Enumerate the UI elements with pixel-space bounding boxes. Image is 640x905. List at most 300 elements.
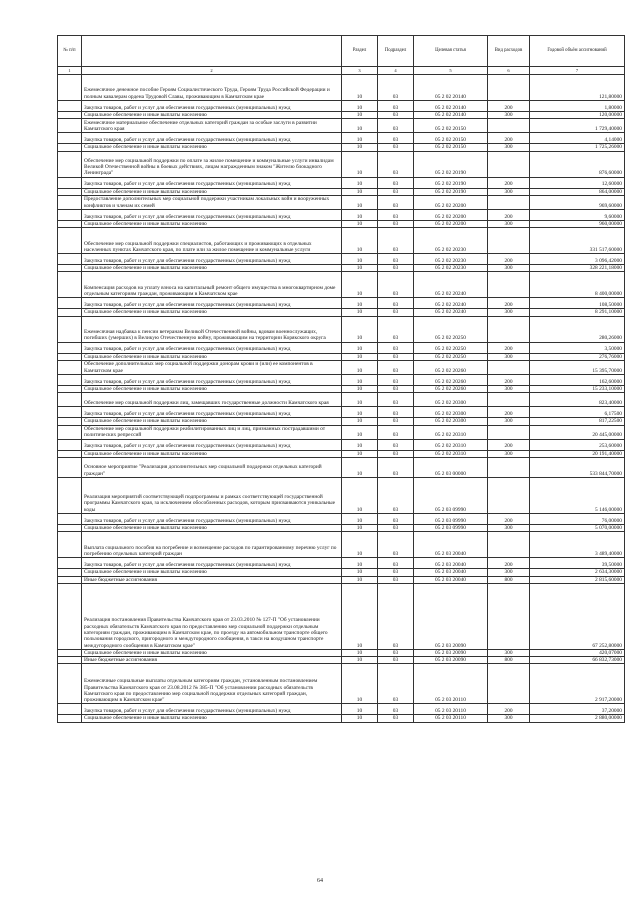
- row-name: Обеспечение мер социальной поддержки по оплате за жилое помещение и коммунальные услуги инвалидам Великой Отечественной войны в боевых действиях, лицам награжденным знаком "Жителю блокадного Ленинграда": [82, 151, 342, 177]
- row-razdel: 10: [342, 649, 378, 656]
- table-row: [58, 715, 625, 722]
- row-podrazdel: 03: [378, 457, 414, 477]
- row-number: [58, 220, 82, 227]
- row-expense-type: 300: [488, 353, 530, 360]
- row-name: Ежемесячные социальные выплаты отдельным категориям граждан, установленным постановлением Правительства Камчатского края от 23.08.2012 № 385-П "Об установлении расходных обязательств Камчатского края по предоставлению мер социальной поддержки отдельных категорий граждан, проживающим в Камчатском крае": [82, 664, 342, 704]
- row-expense-type: 800: [488, 657, 530, 664]
- row-name: Закупка товаров, работ и услуг для обеспечения государственных (муниципальных) нужд: [82, 177, 342, 188]
- row-amount: 2 880,00000: [530, 715, 625, 722]
- row-podrazdel: 03: [378, 342, 414, 353]
- table-row: [58, 144, 625, 151]
- row-razdel: 10: [342, 342, 378, 353]
- row-podrazdel: 03: [378, 477, 414, 513]
- row-number: [58, 375, 82, 386]
- table-row: [58, 75, 625, 101]
- row-razdel: 10: [342, 309, 378, 316]
- row-razdel: 10: [342, 151, 378, 177]
- row-target-article: 05 2 02 20240: [414, 272, 488, 298]
- row-podrazdel: 03: [378, 220, 414, 227]
- row-razdel: 10: [342, 101, 378, 112]
- table-row: [58, 569, 625, 576]
- row-number: [58, 715, 82, 722]
- row-razdel: 10: [342, 119, 378, 133]
- row-number: [58, 75, 82, 101]
- row-podrazdel: 03: [378, 715, 414, 722]
- row-target-article: 05 2 03 20090: [414, 649, 488, 656]
- row-target-article: 05 2 02 20250: [414, 316, 488, 342]
- row-amount: 328 221,18000: [530, 265, 625, 272]
- row-expense-type: 300: [488, 524, 530, 531]
- row-amount: 960,00000: [530, 220, 625, 227]
- row-target-article: 05 2 02 20250: [414, 353, 488, 360]
- row-razdel: 10: [342, 477, 378, 513]
- row-amount: 280,26000: [530, 316, 625, 342]
- column-numbers-row: [58, 67, 625, 75]
- row-podrazdel: 03: [378, 513, 414, 524]
- table-row: [58, 425, 625, 439]
- row-amount: 420,07000: [530, 649, 625, 656]
- row-razdel: 10: [342, 393, 378, 407]
- row-amount: 969,60000: [530, 195, 625, 209]
- row-number: [58, 188, 82, 195]
- row-razdel: 10: [342, 513, 378, 524]
- row-amount: 8 400,00000: [530, 272, 625, 298]
- table-row: [58, 228, 625, 254]
- row-name: Закупка товаров, работ и услуг для обеспечения государственных (муниципальных) нужд: [82, 133, 342, 144]
- row-podrazdel: 03: [378, 407, 414, 418]
- row-podrazdel: 03: [378, 704, 414, 715]
- row-target-article: 05 2 02 20150: [414, 133, 488, 144]
- row-name: Социальное обеспечение и иные выплаты населению: [82, 144, 342, 151]
- table-row: [58, 418, 625, 425]
- row-target-article: 05 2 02 20310: [414, 425, 488, 439]
- table-header-row: [58, 36, 625, 67]
- row-razdel: 10: [342, 144, 378, 151]
- row-expense-type: 200: [488, 101, 530, 112]
- row-name: Закупка товаров, работ и услуг для обеспечения государственных (муниципальных) нужд: [82, 209, 342, 220]
- row-amount: 3,50000: [530, 342, 625, 353]
- row-expense-type: 300: [488, 188, 530, 195]
- row-razdel: 10: [342, 425, 378, 439]
- row-expense-type: [488, 195, 530, 209]
- table-row: [58, 265, 625, 272]
- row-target-article: 05 2 02 20250: [414, 342, 488, 353]
- row-name: Основное мероприятие "Реализация дополнительных мер социальной поддержки отдельных категорий граждан": [82, 457, 342, 477]
- row-expense-type: [488, 425, 530, 439]
- row-razdel: 10: [342, 298, 378, 309]
- row-razdel: 10: [342, 195, 378, 209]
- row-razdel: 10: [342, 576, 378, 583]
- row-expense-type: 200: [488, 298, 530, 309]
- row-target-article: 05 2 03 20040: [414, 569, 488, 576]
- row-name: Социальное обеспечение и иные выплаты населению: [82, 386, 342, 393]
- row-expense-type: 200: [488, 439, 530, 450]
- row-razdel: 10: [342, 657, 378, 664]
- column-number: 7: [530, 67, 625, 75]
- row-name: Ежемесячное материальное обеспечение отдельных категорий граждан за особые заслуги в развитии Камчатского края: [82, 119, 342, 133]
- row-amount: 3 489,40000: [530, 532, 625, 558]
- row-name: Закупка товаров, работ и услуг для обеспечения государственных (муниципальных) нужд: [82, 254, 342, 265]
- row-target-article: 05 2 03 20110: [414, 715, 488, 722]
- row-expense-type: [488, 119, 530, 133]
- row-podrazdel: 03: [378, 309, 414, 316]
- row-razdel: 10: [342, 407, 378, 418]
- row-podrazdel: 03: [378, 188, 414, 195]
- row-target-article: 05 2 02 20150: [414, 144, 488, 151]
- row-target-article: 05 2 02 20140: [414, 101, 488, 112]
- row-number: [58, 569, 82, 576]
- row-podrazdel: 03: [378, 576, 414, 583]
- row-target-article: 05 2 02 20260: [414, 375, 488, 386]
- row-razdel: 10: [342, 457, 378, 477]
- row-expense-type: 300: [488, 112, 530, 119]
- table-row: [58, 361, 625, 375]
- row-podrazdel: 03: [378, 558, 414, 569]
- row-expense-type: 300: [488, 309, 530, 316]
- row-amount: 876,60000: [530, 151, 625, 177]
- table-row: [58, 524, 625, 531]
- table-body: [58, 75, 625, 723]
- column-number: 1: [58, 67, 82, 75]
- row-name: Компенсация расходов на уплату взноса на капитальный ремонт общего имущества в многоквартирном доме отдельным категориям граждан, проживающим в Камчатском крае: [82, 272, 342, 298]
- row-podrazdel: 03: [378, 75, 414, 101]
- column-number: 2: [82, 67, 342, 75]
- row-target-article: 05 2 02 20300: [414, 418, 488, 425]
- row-number: [58, 704, 82, 715]
- row-number: [58, 361, 82, 375]
- row-target-article: 05 2 02 20240: [414, 309, 488, 316]
- row-name: Обеспечение дополнительных мер социальной поддержки донорам крови и (или) ее компонентов в Камчатском крае: [82, 361, 342, 375]
- row-razdel: 10: [342, 715, 378, 722]
- row-target-article: 05 2 03 09990: [414, 477, 488, 513]
- row-amount: 1 729,40000: [530, 119, 625, 133]
- row-expense-type: [488, 664, 530, 704]
- row-amount: 8 291,10000: [530, 309, 625, 316]
- row-podrazdel: 03: [378, 195, 414, 209]
- row-name: Социальное обеспечение и иные выплаты населению: [82, 649, 342, 656]
- row-podrazdel: 03: [378, 649, 414, 656]
- table-row: [58, 177, 625, 188]
- row-number: [58, 151, 82, 177]
- table-row: [58, 353, 625, 360]
- table-row: [58, 477, 625, 513]
- row-name: Закупка товаров, работ и услуг для обеспечения государственных (муниципальных) нужд: [82, 342, 342, 353]
- row-number: [58, 195, 82, 209]
- row-target-article: 05 2 03 20040: [414, 576, 488, 583]
- row-expense-type: [488, 75, 530, 101]
- row-name: Закупка товаров, работ и услуг для обеспечения государственных (муниципальных) нужд: [82, 439, 342, 450]
- row-razdel: 10: [342, 254, 378, 265]
- table-row: [58, 649, 625, 656]
- table-row: [58, 151, 625, 177]
- row-expense-type: 200: [488, 254, 530, 265]
- table-row: [58, 513, 625, 524]
- row-number: [58, 254, 82, 265]
- row-razdel: 10: [342, 220, 378, 227]
- row-expense-type: 200: [488, 209, 530, 220]
- row-expense-type: 200: [488, 342, 530, 353]
- row-target-article: 05 2 03 09990: [414, 513, 488, 524]
- row-razdel: 10: [342, 272, 378, 298]
- row-podrazdel: 03: [378, 151, 414, 177]
- column-number: 4: [378, 67, 414, 75]
- row-name: Социальное обеспечение и иные выплаты населению: [82, 265, 342, 272]
- row-target-article: 05 2 03 20040: [414, 558, 488, 569]
- row-amount: 76,00000: [530, 513, 625, 524]
- row-razdel: 10: [342, 532, 378, 558]
- row-expense-type: [488, 361, 530, 375]
- row-podrazdel: 03: [378, 177, 414, 188]
- row-target-article: 05 2 02 20230: [414, 254, 488, 265]
- table-row: [58, 101, 625, 112]
- row-number: [58, 457, 82, 477]
- table-row: [58, 532, 625, 558]
- row-amount: 12,60000: [530, 177, 625, 188]
- table-row: [58, 657, 625, 664]
- row-podrazdel: 03: [378, 524, 414, 531]
- row-target-article: 05 2 02 20190: [414, 177, 488, 188]
- row-expense-type: [488, 532, 530, 558]
- row-number: [58, 177, 82, 188]
- row-number: [58, 407, 82, 418]
- row-number: [58, 649, 82, 656]
- row-name: Реализация постановления Правительства Камчатского края от 23.03.2010 № 127-П "Об установлении расходных обязательств Камчатского края по предоставлению мер социальной поддержки отдельным категориям граждан, проживающим в Камчатском крае, по проезду на автомобильном транспорте общего пользования городского, пригородного и междугородного сообщения, в такси на воздушном транспорте междугородного сообщения в Камчатском крае": [82, 583, 342, 649]
- row-expense-type: 300: [488, 265, 530, 272]
- row-amount: 9,60000: [530, 209, 625, 220]
- row-name: Социальное обеспечение и иные выплаты населению: [82, 524, 342, 531]
- row-number: [58, 309, 82, 316]
- row-number: [58, 298, 82, 309]
- row-number: [58, 558, 82, 569]
- row-number: [58, 144, 82, 151]
- row-expense-type: [488, 316, 530, 342]
- row-amount: 253,60000: [530, 439, 625, 450]
- row-expense-type: [488, 477, 530, 513]
- row-amount: 20 445,00000: [530, 425, 625, 439]
- header-razdel: Раздел: [342, 36, 378, 67]
- row-podrazdel: 03: [378, 657, 414, 664]
- row-podrazdel: 03: [378, 569, 414, 576]
- row-amount: 276,76000: [530, 353, 625, 360]
- row-amount: 20 191,40000: [530, 450, 625, 457]
- row-amount: 15 233,10000: [530, 386, 625, 393]
- row-target-article: 05 2 02 20310: [414, 439, 488, 450]
- column-number: 3: [342, 67, 378, 75]
- row-amount: 67 252,80000: [530, 583, 625, 649]
- row-amount: 2 815,60000: [530, 576, 625, 583]
- row-name: Социальное обеспечение и иные выплаты населению: [82, 112, 342, 119]
- row-podrazdel: 03: [378, 375, 414, 386]
- table-row: [58, 195, 625, 209]
- table-row: [58, 393, 625, 407]
- row-podrazdel: 03: [378, 228, 414, 254]
- row-podrazdel: 03: [378, 439, 414, 450]
- row-target-article: 05 2 03 20040: [414, 532, 488, 558]
- row-number: [58, 524, 82, 531]
- row-razdel: 10: [342, 375, 378, 386]
- row-amount: 1 725,26000: [530, 144, 625, 151]
- row-number: [58, 393, 82, 407]
- row-expense-type: 300: [488, 569, 530, 576]
- row-number: [58, 477, 82, 513]
- row-podrazdel: 03: [378, 532, 414, 558]
- row-amount: 15 395,70000: [530, 361, 625, 375]
- row-amount: 5 070,00000: [530, 524, 625, 531]
- row-razdel: 10: [342, 228, 378, 254]
- table-row: [58, 386, 625, 393]
- row-expense-type: [488, 272, 530, 298]
- row-number: [58, 532, 82, 558]
- table-row: [58, 583, 625, 649]
- row-name: Обеспечение мер социальной поддержки специалистов, работающих и проживающих в отдельных населенных пунктах Камчатского края, по плате или за жилое помещение и коммунальные услуги: [82, 228, 342, 254]
- row-expense-type: 300: [488, 649, 530, 656]
- row-amount: 66 832,73000: [530, 657, 625, 664]
- row-number: [58, 425, 82, 439]
- row-target-article: 05 2 02 20200: [414, 209, 488, 220]
- row-podrazdel: 03: [378, 119, 414, 133]
- row-razdel: 10: [342, 75, 378, 101]
- row-razdel: 10: [342, 386, 378, 393]
- row-amount: 120,00000: [530, 112, 625, 119]
- row-number: [58, 119, 82, 133]
- page-number: 64: [317, 878, 323, 884]
- header-target-article: Целевая статья: [414, 36, 488, 67]
- row-razdel: 10: [342, 353, 378, 360]
- row-expense-type: [488, 583, 530, 649]
- row-target-article: 05 2 02 20150: [414, 119, 488, 133]
- row-podrazdel: 03: [378, 298, 414, 309]
- row-podrazdel: 03: [378, 418, 414, 425]
- row-name: Иные бюджетные ассигнования: [82, 657, 342, 664]
- row-expense-type: 300: [488, 715, 530, 722]
- row-name: Закупка товаров, работ и услуг для обеспечения государственных (муниципальных) нужд: [82, 375, 342, 386]
- row-razdel: 10: [342, 316, 378, 342]
- row-amount: 331 517,60000: [530, 228, 625, 254]
- row-target-article: 05 2 02 20190: [414, 188, 488, 195]
- row-razdel: 10: [342, 439, 378, 450]
- row-target-article: 05 2 02 20190: [414, 151, 488, 177]
- row-number: [58, 133, 82, 144]
- row-podrazdel: 03: [378, 254, 414, 265]
- row-number: [58, 583, 82, 649]
- row-amount: 3 096,42000: [530, 254, 625, 265]
- table-row: [58, 407, 625, 418]
- row-expense-type: 300: [488, 144, 530, 151]
- row-amount: 2 917,20000: [530, 664, 625, 704]
- row-podrazdel: 03: [378, 265, 414, 272]
- row-podrazdel: 03: [378, 361, 414, 375]
- row-name: Социальное обеспечение и иные выплаты населению: [82, 715, 342, 722]
- row-number: [58, 450, 82, 457]
- table-row: [58, 450, 625, 457]
- row-name: Закупка товаров, работ и услуг для обеспечения государственных (муниципальных) нужд: [82, 704, 342, 715]
- row-razdel: 10: [342, 177, 378, 188]
- row-podrazdel: 03: [378, 393, 414, 407]
- row-razdel: 10: [342, 569, 378, 576]
- row-podrazdel: 03: [378, 583, 414, 649]
- table-row: [58, 209, 625, 220]
- row-razdel: 10: [342, 450, 378, 457]
- table-row: [58, 309, 625, 316]
- row-number: [58, 228, 82, 254]
- header-expense-type: Вид расходов: [488, 36, 530, 67]
- row-name: Социальное обеспечение и иные выплаты населению: [82, 309, 342, 316]
- row-name: Социальное обеспечение и иные выплаты населению: [82, 220, 342, 227]
- row-podrazdel: 03: [378, 664, 414, 704]
- row-target-article: 05 2 03 09990: [414, 524, 488, 531]
- row-razdel: 10: [342, 583, 378, 649]
- row-name: Социальное обеспечение и иные выплаты населению: [82, 418, 342, 425]
- row-expense-type: 200: [488, 558, 530, 569]
- row-number: [58, 664, 82, 704]
- row-expense-type: 300: [488, 418, 530, 425]
- row-target-article: 05 2 02 20200: [414, 195, 488, 209]
- table-row: [58, 342, 625, 353]
- row-target-article: 05 2 02 20300: [414, 393, 488, 407]
- row-expense-type: [488, 393, 530, 407]
- table-row: [58, 254, 625, 265]
- row-number: [58, 418, 82, 425]
- row-expense-type: 200: [488, 704, 530, 715]
- row-number: [58, 386, 82, 393]
- row-expense-type: 300: [488, 386, 530, 393]
- header-podrazdel: Подраздел: [378, 36, 414, 67]
- row-amount: 108,50000: [530, 298, 625, 309]
- table-row: [58, 375, 625, 386]
- row-expense-type: 300: [488, 450, 530, 457]
- row-number: [58, 316, 82, 342]
- row-name: Социальное обеспечение и иные выплаты населению: [82, 353, 342, 360]
- row-target-article: 05 2 03 20090: [414, 657, 488, 664]
- row-razdel: 10: [342, 361, 378, 375]
- row-expense-type: 200: [488, 375, 530, 386]
- table-row: [58, 298, 625, 309]
- row-name: Выплата социального пособия на погребение и возмещение расходов по гарантированному перечню услуг по погребению отдельных категорий граждан: [82, 532, 342, 558]
- table-row: [58, 220, 625, 227]
- row-amount: 1,80000: [530, 101, 625, 112]
- row-name: Закупка товаров, работ и услуг для обеспечения государственных (муниципальных) нужд: [82, 513, 342, 524]
- row-razdel: 10: [342, 664, 378, 704]
- row-podrazdel: 03: [378, 272, 414, 298]
- row-podrazdel: 03: [378, 209, 414, 220]
- row-number: [58, 657, 82, 664]
- row-expense-type: 200: [488, 133, 530, 144]
- header-number: № п/п: [58, 36, 82, 67]
- table-row: [58, 439, 625, 450]
- row-name: Обеспечение мер социальной поддержки реабилитированных лиц и лиц, признанных пострадавшими от политических репрессий: [82, 425, 342, 439]
- row-podrazdel: 03: [378, 316, 414, 342]
- row-podrazdel: 03: [378, 425, 414, 439]
- row-target-article: 05 2 03 20110: [414, 664, 488, 704]
- row-target-article: 05 2 02 20260: [414, 386, 488, 393]
- row-amount: 162,60000: [530, 375, 625, 386]
- row-amount: 864,00000: [530, 188, 625, 195]
- row-podrazdel: 03: [378, 144, 414, 151]
- row-podrazdel: 03: [378, 112, 414, 119]
- row-razdel: 10: [342, 112, 378, 119]
- table-row: [58, 119, 625, 133]
- row-expense-type: [488, 228, 530, 254]
- column-number: 6: [488, 67, 530, 75]
- table-row: [58, 704, 625, 715]
- row-number: [58, 272, 82, 298]
- row-number: [58, 209, 82, 220]
- row-target-article: 05 2 02 20230: [414, 265, 488, 272]
- row-amount: 121,80000: [530, 75, 625, 101]
- row-target-article: 05 2 02 20200: [414, 220, 488, 227]
- row-podrazdel: 03: [378, 133, 414, 144]
- table-row: [58, 457, 625, 477]
